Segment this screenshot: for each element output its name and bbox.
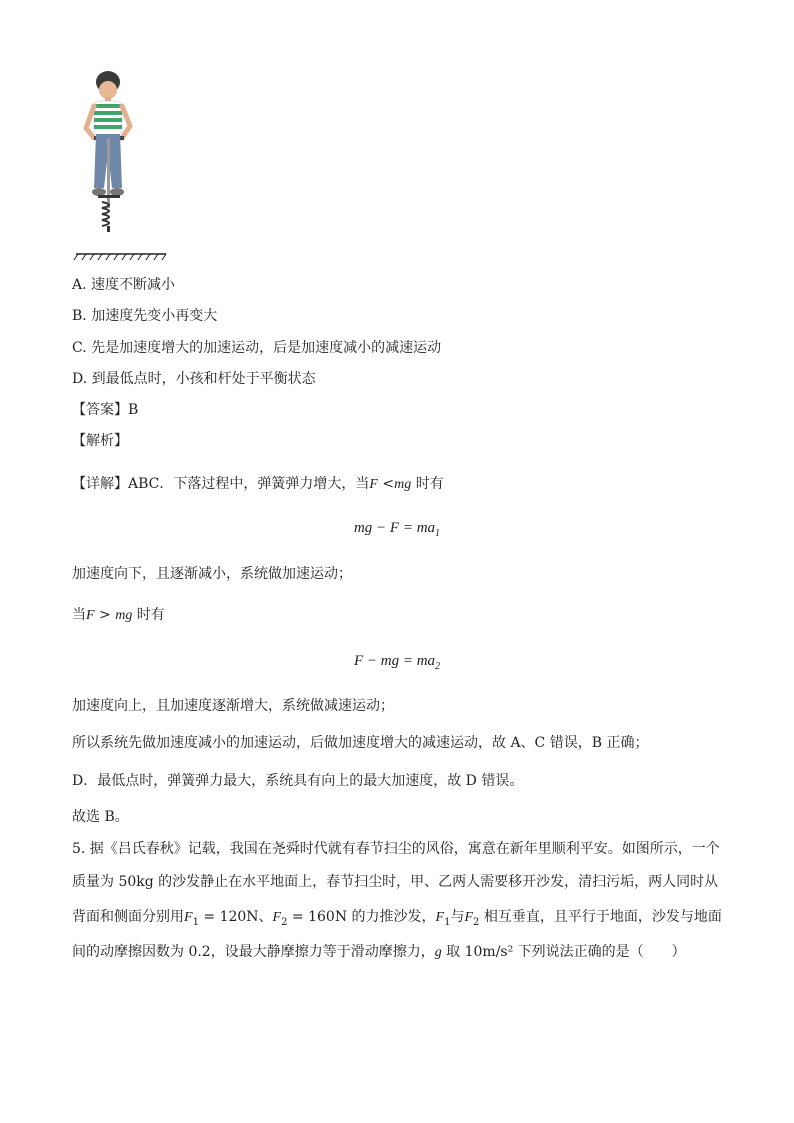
detail-line-1: 【详解】ABC．下落过程中，弹簧弹力增大，当F <mg 时有 <box>72 476 444 492</box>
answer: 【答案】B <box>72 402 139 418</box>
option-c: C. 先是加速度增大的加速运动，后是加速度减小的减速运动 <box>72 340 442 356</box>
detail-line-5: 所以系统先做加速度减小的加速运动，后做加速度增大的减速运动，故 A、C 错误，B 正确； <box>72 735 649 751</box>
equation-2: F − mg = $ma_2$ <box>353 653 441 672</box>
option-d: D. 到最低点时，小孩和杆处于平衡状态 <box>72 371 316 387</box>
q5-line-3: 背面和侧面分别用$F_1 = 120N$、$F_2 = 160N$ 的力推沙发，$F_1$与$F_2$ 相互垂直，且平行于地面，沙发与地面 <box>72 909 722 928</box>
option-a: A. 速度不断减小 <box>72 277 176 293</box>
option-b: B. 加速度先变小再变大 <box>72 308 218 324</box>
q5-line-2: 质量为 50kg 的沙发静止在水平地面上，春节扫尘时，甲、乙两人需要移开沙发，清扫污垢，两人同时从 <box>72 874 719 890</box>
analysis-heading: 【解析】 <box>72 433 128 449</box>
detail-line-6: D．最低点时，弹簧弹力最大，系统具有向上的最大加速度，故 D 错误。 <box>72 773 524 789</box>
q5-line-4: 间的动摩擦因数为 0.2，设最大静摩擦力等于滑动摩擦力，g 取 10m/s² 下列说法正确的是（ ） <box>72 944 686 960</box>
equation-1: mg − $F = ma_1$ <box>353 520 441 539</box>
detail-line-4: 加速度向上，且加速度逐渐增大，系统做减速运动； <box>72 698 394 714</box>
q5-line-1: 5. 据《吕氏春秋》记载，我国在尧舜时代就有春节扫尘的风俗，寓意在新年里顺利平安。如图所示，一个 <box>72 841 720 857</box>
detail-line-3: 当F > mg 时有 <box>72 607 165 623</box>
detail-line-7: 故选 B。 <box>72 809 129 825</box>
pogo-stick-figure <box>72 68 172 263</box>
detail-line-2: 加速度向下，且逐渐减小，系统做加速运动； <box>72 566 352 582</box>
